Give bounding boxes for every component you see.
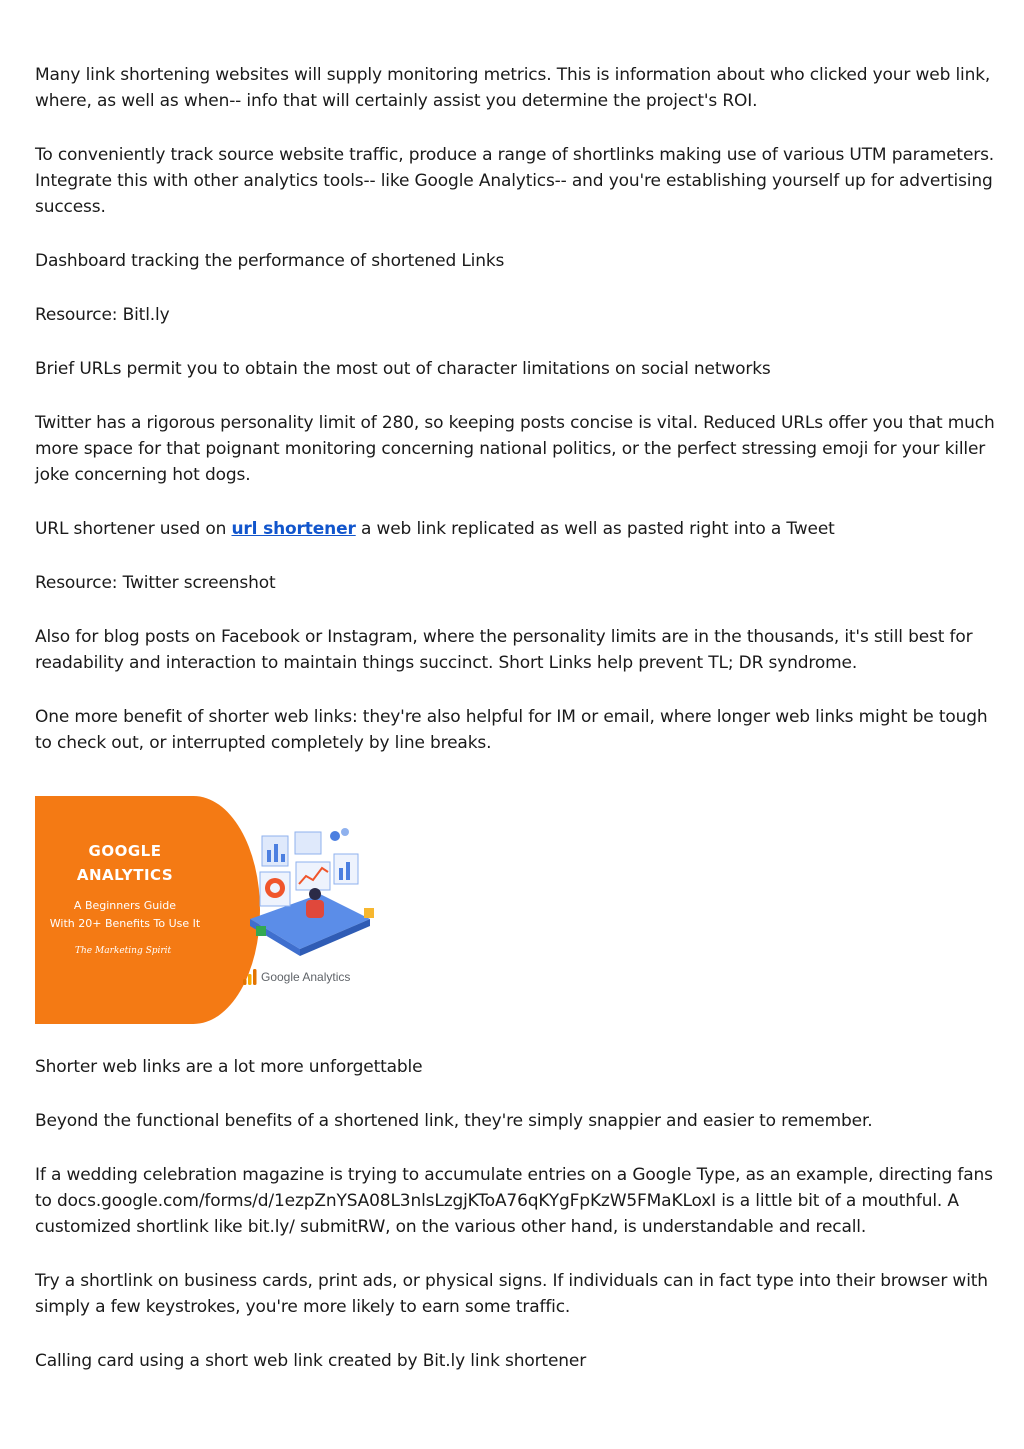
google-analytics-label: Google Analytics bbox=[261, 970, 351, 984]
paragraph-snappier: Beyond the functional benefits of a shortened link, they're simply snappier and easier to remember. bbox=[35, 1111, 873, 1131]
paragraph-utm: To conveniently track source website traffic, produce a range of shortlinks making use of various UTM parameters. Integrate this with other analytics tools-- like Google Analytics-- and you're establishing yourself up for advertising success. bbox=[35, 145, 995, 217]
paragraph-business-cards: Try a shortlink on business cards, print ads, or physical signs. If individuals can in fact type into their browser with simply a few keystrokes, you're more likely to earn some traffic. bbox=[35, 1271, 988, 1317]
banner-title-line2: ANALYTICS bbox=[76, 866, 174, 884]
banner-title-line1: GOOGLE bbox=[88, 842, 162, 860]
caption-tweet bbox=[35, 516, 995, 542]
paragraph-facebook: Also for blog posts on Facebook or Instagram, where the personality limits are in the thousands, it's still best for readability and interaction to maintain things succinct. Short Links help prevent TL; DR syndrome. bbox=[35, 627, 973, 673]
url-shortener-link[interactable]: url shortener bbox=[231, 519, 356, 539]
caption-calling-card: Calling card using a short web link created by Bit.ly link shortener bbox=[35, 1351, 587, 1371]
banner-brand-logo: The Marketing Spirit bbox=[75, 946, 172, 956]
article-body bbox=[35, 62, 995, 1402]
caption-tweet-before: URL shortener used on bbox=[35, 519, 232, 539]
banner-subtitle-line2: With 20+ Benefits To Use It bbox=[49, 917, 201, 930]
caption-tweet-after: a web link replicated as well as pasted right into a Tweet bbox=[355, 519, 835, 539]
google-analytics-logo-icon bbox=[243, 969, 257, 985]
source-twitter: Resource: Twitter screenshot bbox=[35, 573, 276, 593]
google-analytics-banner bbox=[35, 796, 375, 1024]
analytics-illustration bbox=[240, 824, 380, 964]
paragraph-wedding: If a wedding celebration magazine is trying to accumulate entries on a Google Type, as an example, directing fans to docs.google.com/forms/d/1ezpZnYSA08L3nlsLzgjKToA76qKYgFpKzW5FMaKLoxI is a little bit of a mouthful. A customized shortlink like bit.ly/ submitRW, on the various other hand, is understandable and recall. bbox=[35, 1165, 993, 1237]
banner-subtitle-line1: A Beginners Guide bbox=[73, 899, 177, 912]
caption-dashboard: Dashboard tracking the performance of shortened Links bbox=[35, 251, 505, 271]
paragraph-im-email: One more benefit of shorter web links: they're also helpful for IM or email, where longer web links might be tough to check out, or interrupted completely by line breaks. bbox=[35, 707, 988, 753]
paragraph-twitter: Twitter has a rigorous personality limit of 280, so keeping posts concise is vital. Reduced URLs offer you that much more space for that poignant monitoring concerning national politics, or the perfect stressing emoji for your killer joke concerning hot dogs. bbox=[35, 413, 995, 485]
paragraph-metrics: Many link shortening websites will supply monitoring metrics. This is information about who clicked your web link, where, as well as when-- info that will certainly assist you determine the project's ROI. bbox=[35, 65, 991, 111]
source-bitly: Resource: Bitl.ly bbox=[35, 305, 170, 325]
heading-character-limits: Brief URLs permit you to obtain the most out of character limitations on social networks bbox=[35, 359, 771, 379]
heading-memorable: Shorter web links are a lot more unforgettable bbox=[35, 1057, 423, 1077]
